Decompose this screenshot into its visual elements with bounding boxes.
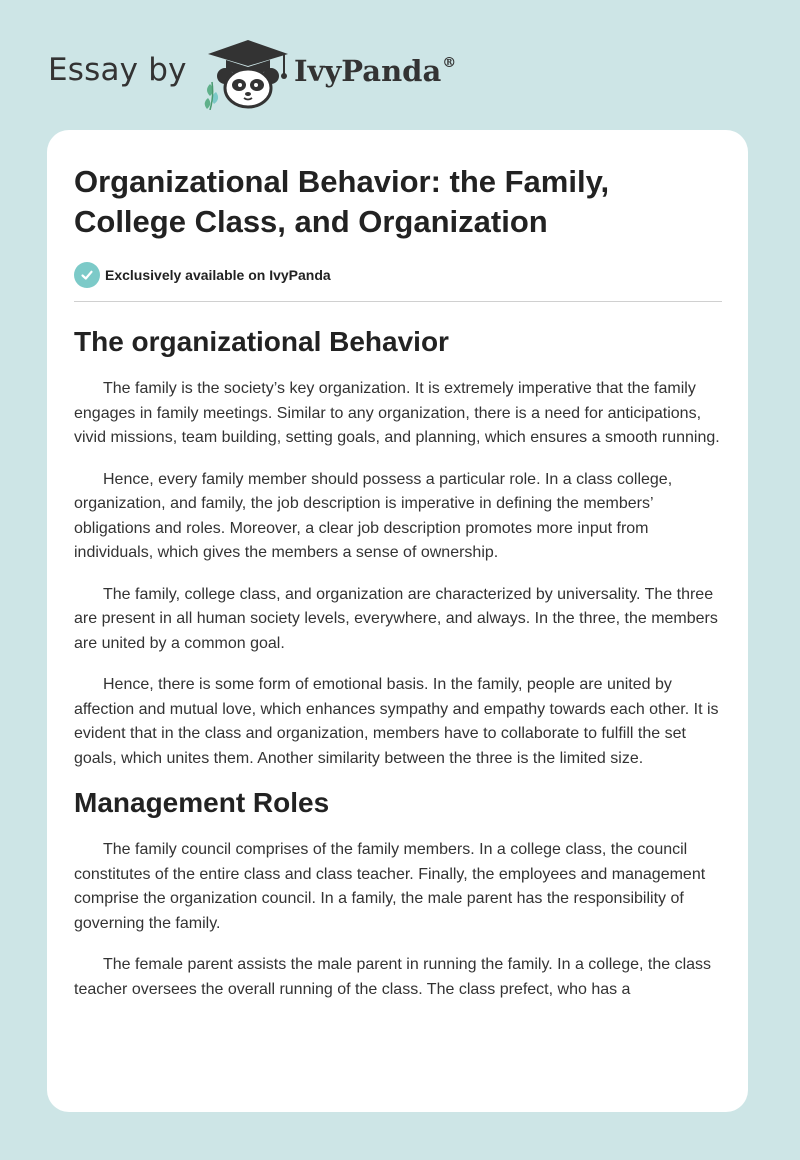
page-title: Organizational Behavior: the Family, College Class, and Organization (74, 164, 610, 239)
section-heading: Management Roles (74, 787, 330, 818)
paragraph: Hence, there is some form of emotional basis. In the family, people are united by affection and mutual love, which enhances sympathy and empathy towards each other. It is evident that in the class and organization, members have to collaborate to fulfill the set goals, which unites them. Another similarity between the three is the limited size. (74, 676, 719, 767)
paragraph: The female parent assists the male parent in running the family. In a college, the class teacher oversees the overall running of the class. The class prefect, who has a (74, 956, 712, 998)
paragraph: The family, college class, and organization are characterized by universality. The three are present in all human society levels, everywhere, and always. In the three, the members are united by a common goal. (74, 585, 718, 652)
paragraph: The family is the society’s key organization. It is extremely imperative that the family engages in family meetings. Similar to any organization, there is a need for anticipations, vivid missions, team building, setting goals, and planning, which ensures a smooth running. (74, 380, 720, 446)
paragraph: The family council comprises of the family members. In a college class, the council constitutes of the entire class and class teacher. Finally, the employees and management comprise the organization council. In a family, the male parent has the responsibility of governing the family. (74, 841, 706, 932)
check-icon (74, 262, 100, 288)
brand-name[interactable]: IvyPanda® (294, 54, 457, 88)
brand-header (48, 34, 468, 110)
badge-text: Exclusively available on IvyPanda (105, 267, 331, 283)
brand-prefix: Essay by (48, 52, 187, 88)
registered-mark: ® (442, 55, 457, 71)
exclusive-badge (74, 261, 722, 289)
section-heading: The organizational Behavior (74, 326, 449, 357)
essay-card (47, 130, 748, 1112)
divider (74, 301, 722, 302)
paragraph: Hence, every family member should possess a particular role. In a class college, organization, and family, the job description is imperative in defining the members’ obligations and roles. Moreover, a clear job description promotes more input from individuals, which gives the members a sense of ownership. (74, 470, 673, 561)
panda-graduate-icon[interactable] (200, 34, 296, 110)
